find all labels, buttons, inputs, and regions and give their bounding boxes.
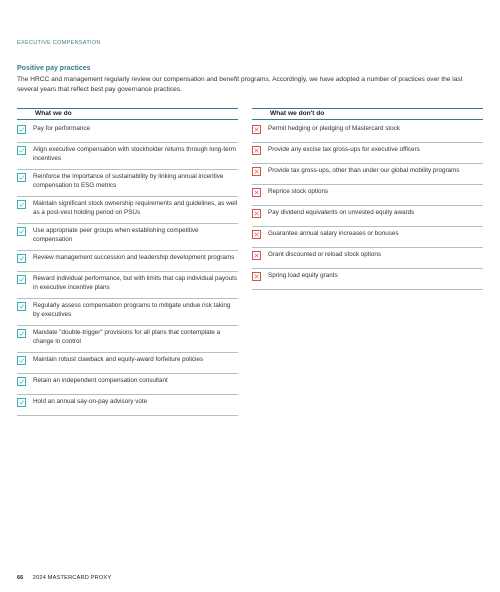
row-text: Pay dividend equivalents on unvested equity awards xyxy=(268,209,415,216)
what-we-dont-do-list xyxy=(252,122,483,290)
practice-row xyxy=(17,224,238,251)
prohibited-practice-row xyxy=(252,122,483,143)
practice-row xyxy=(17,374,238,395)
what-we-dont-do-header: What we don't do xyxy=(252,108,483,120)
x-mark-icon xyxy=(252,209,261,218)
checkmark-icon xyxy=(17,398,26,407)
practice-row xyxy=(17,143,238,170)
practice-row xyxy=(17,299,238,326)
checkmark-icon xyxy=(17,254,26,263)
row-text: Regularly assess compensation programs to mitigate undue risk taking by executives xyxy=(33,302,231,318)
prohibited-practice-row xyxy=(252,206,483,227)
row-text: Review management succession and leadership development programs xyxy=(33,254,235,261)
checkmark-icon xyxy=(17,200,26,209)
page-footer xyxy=(17,575,111,581)
checkmark-icon xyxy=(17,173,26,182)
row-text: Pay for performance xyxy=(33,125,91,132)
row-text: Permit hedging or pledging of Mastercard stock xyxy=(268,125,400,132)
row-text: Provide tax gross-ups, other than under our global mobility programs xyxy=(268,167,460,174)
what-we-do-header: What we do xyxy=(17,108,238,120)
row-text: Provide any excise tax gross-ups for executive officers xyxy=(268,146,420,153)
row-text: Align executive compensation with stockholder returns through long-term incentives xyxy=(33,146,237,162)
x-mark-icon xyxy=(252,146,261,155)
row-text: Spring load equity grants xyxy=(268,272,338,279)
prohibited-practice-row xyxy=(252,185,483,206)
what-we-do-list xyxy=(17,122,238,416)
row-text: Grant discounted or reload stock options xyxy=(268,251,382,258)
x-mark-icon xyxy=(252,230,261,239)
what-we-do-column xyxy=(17,108,238,416)
checkmark-icon xyxy=(17,275,26,284)
row-text: Reprice stock options xyxy=(268,188,329,195)
practice-row xyxy=(17,251,238,272)
intro-paragraph: The HRCC and management regularly review our compensation and benefit programs. Accordingly, we have adopted a number of practices over the last several years that reflect best pay governance practices. xyxy=(17,76,463,93)
x-mark-icon xyxy=(252,251,261,260)
page-number: 66 xyxy=(17,575,24,581)
row-text: Reinforce the importance of sustainability by linking annual incentive compensation to ESG metrics xyxy=(33,173,224,189)
x-mark-icon xyxy=(252,188,261,197)
prohibited-practice-row xyxy=(252,269,483,290)
row-text: Guarantee annual salary increases or bonuses xyxy=(268,230,399,237)
checkmark-icon xyxy=(17,146,26,155)
prohibited-practice-row xyxy=(252,227,483,248)
practice-row xyxy=(17,395,238,416)
checkmark-icon xyxy=(17,377,26,386)
row-text: Maintain robust clawback and equity-award forfeiture policies xyxy=(33,356,204,363)
section-label: EXECUTIVE COMPENSATION xyxy=(17,40,101,46)
x-mark-icon xyxy=(252,125,261,134)
x-mark-icon xyxy=(252,167,261,176)
row-text: Mandate "double-trigger" provisions for all plans that contemplate a change in control xyxy=(33,329,221,345)
document-title: 2024 MASTERCARD PROXY xyxy=(32,575,112,581)
x-mark-icon xyxy=(252,272,261,281)
checkmark-icon xyxy=(17,329,26,338)
practice-row xyxy=(17,170,238,197)
practice-row xyxy=(17,197,238,224)
row-text: Reward individual performance, but with limits that cap individual payouts in executive incentive plans xyxy=(33,275,238,291)
row-text: Hold an annual say-on-pay advisory vote xyxy=(33,398,148,405)
practice-row xyxy=(17,353,238,374)
what-we-dont-do-column xyxy=(252,108,483,290)
checkmark-icon xyxy=(17,227,26,236)
prohibited-practice-row xyxy=(252,143,483,164)
row-text: Maintain significant stock ownership requirements and guidelines, as well as a post-vest holding period on PSUs xyxy=(33,200,238,216)
row-text: Use appropriate peer groups when establishing competitive compensation xyxy=(33,227,199,243)
prohibited-practice-row xyxy=(252,248,483,269)
checkmark-icon xyxy=(17,356,26,365)
checkmark-icon xyxy=(17,302,26,311)
practice-row xyxy=(17,272,238,299)
checkmark-icon xyxy=(17,125,26,134)
prohibited-practice-row xyxy=(252,164,483,185)
section-heading: Positive pay practices xyxy=(17,65,91,72)
practice-row xyxy=(17,326,238,353)
row-text: Retain an independent compensation consultant xyxy=(33,377,168,384)
practice-row xyxy=(17,122,238,143)
